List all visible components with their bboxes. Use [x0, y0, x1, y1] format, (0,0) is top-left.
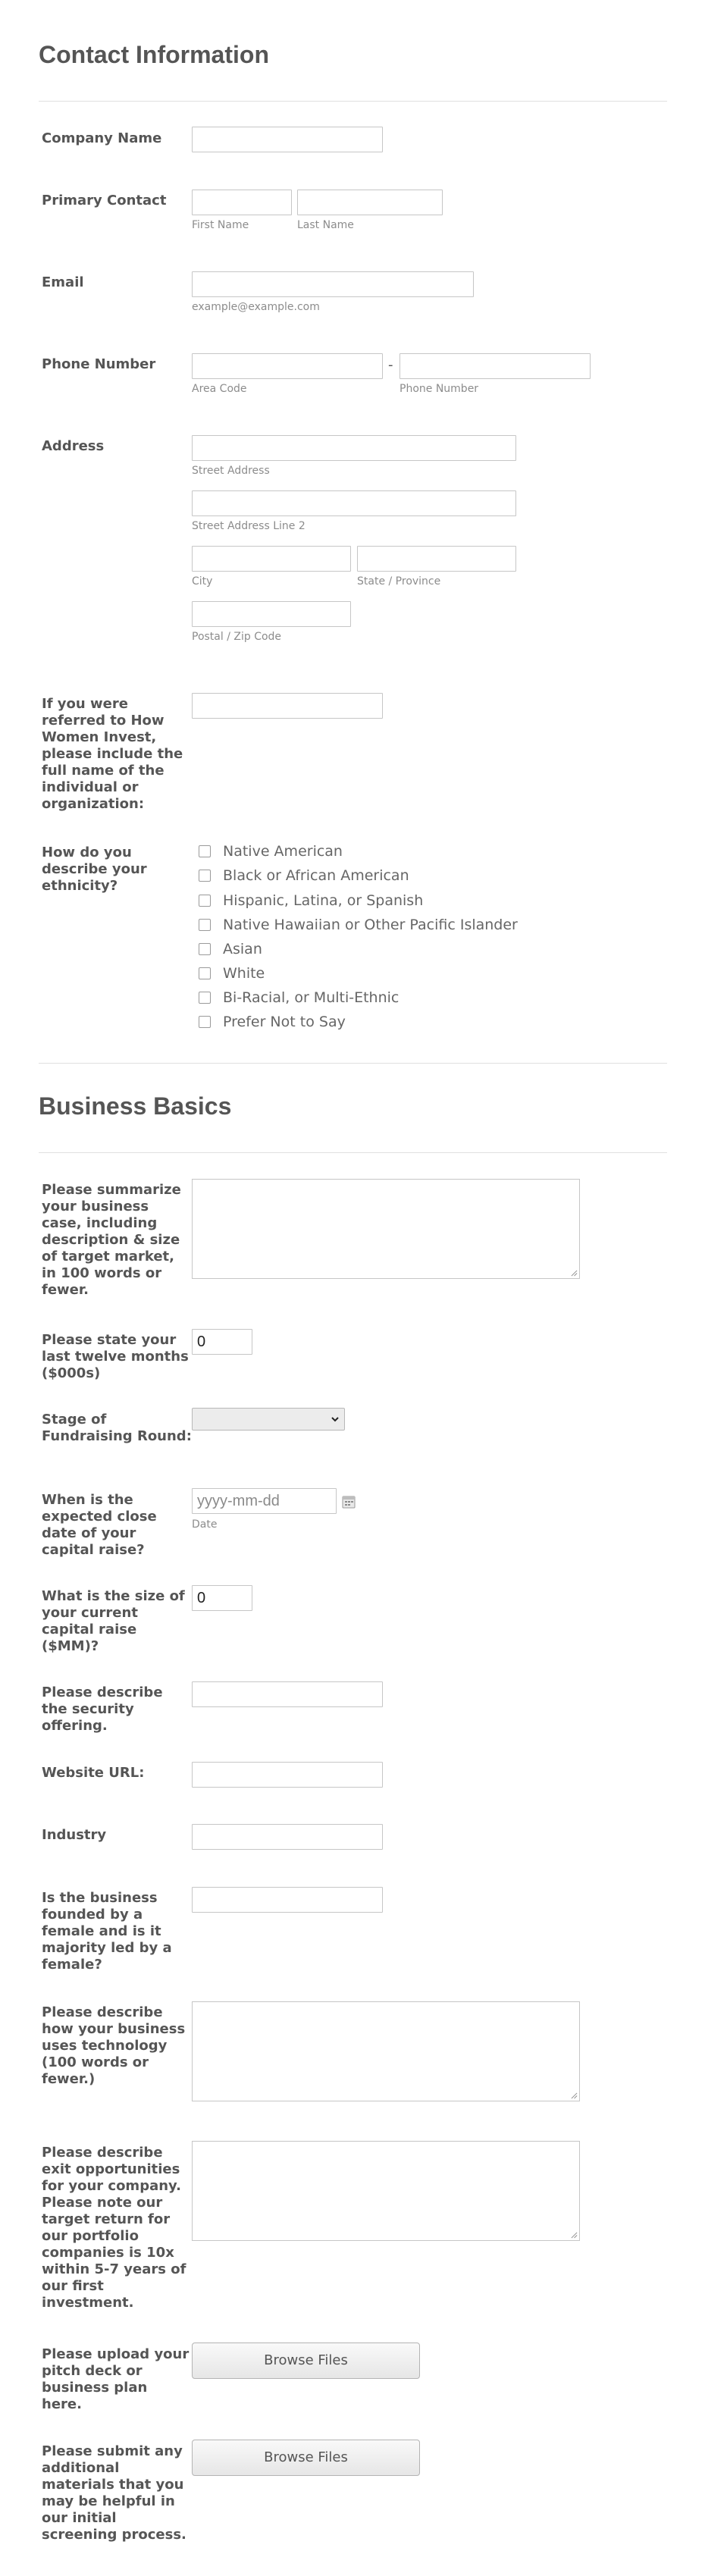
- ethnicity-option-label: Prefer Not to Say: [223, 1014, 346, 1030]
- state-input[interactable]: [357, 546, 516, 572]
- stage-label: Stage of Fundraising Round:: [42, 1412, 192, 1444]
- last-name-sublabel: Last Name: [297, 219, 354, 231]
- last-name-input[interactable]: [297, 190, 443, 215]
- primary-contact-label: Primary Contact: [42, 193, 167, 208]
- chevron-down-icon: [331, 1415, 340, 1424]
- close-date-input[interactable]: yyyy-mm-dd: [192, 1488, 337, 1514]
- ethnicity-option-label: Native Hawaiian or Other Pacific Islander: [223, 917, 518, 933]
- postal-code-input[interactable]: [192, 601, 351, 627]
- resize-grip-icon[interactable]: [571, 1270, 578, 1277]
- website-input[interactable]: [192, 1762, 383, 1788]
- business-summary-label: Please summarize your business case, including description & size of target market, in 100 words or fewer.: [42, 1182, 181, 1298]
- industry-label: Industry: [42, 1827, 107, 1843]
- phone-number-sublabel: Phone Number: [400, 383, 479, 395]
- referral-input[interactable]: [192, 693, 383, 719]
- calendar-icon[interactable]: [342, 1495, 356, 1509]
- website-label: Website URL:: [42, 1765, 145, 1781]
- state-sublabel: State / Province: [357, 575, 441, 588]
- section-title-business: Business Basics: [39, 1092, 232, 1120]
- checkbox[interactable]: [199, 845, 211, 857]
- close-date-label: When is the expected close date of your capital raise?: [42, 1492, 157, 1558]
- ethnicity-label: How do you describe your ethnicity?: [42, 845, 147, 894]
- close-date-sublabel: Date: [192, 1518, 218, 1531]
- security-input[interactable]: [192, 1681, 383, 1707]
- additional-materials-browse-button[interactable]: Browse Files: [192, 2440, 420, 2476]
- section-title-contact: Contact Information: [39, 41, 269, 68]
- checkbox[interactable]: [199, 919, 211, 931]
- additional-materials-label: Please submit any additional materials that you may be helpful in our initial screening process.: [42, 2443, 186, 2543]
- technology-label: Please describe how your business uses technology (100 words or fewer.): [42, 2004, 186, 2087]
- street-address-line2-input[interactable]: [192, 490, 516, 516]
- checkbox[interactable]: [199, 895, 211, 907]
- technology-textarea[interactable]: [192, 2001, 580, 2101]
- email-label: Email: [42, 274, 84, 290]
- phone-separator: -: [388, 357, 393, 373]
- email-input[interactable]: [192, 271, 474, 297]
- raise-size-input[interactable]: 0: [192, 1585, 252, 1611]
- area-code-input[interactable]: [192, 353, 383, 379]
- ethnicity-option-label: Black or African American: [223, 867, 409, 884]
- ethnicity-option-label: Asian: [223, 941, 262, 957]
- ethnicity-option-label: Hispanic, Latina, or Spanish: [223, 892, 424, 909]
- stage-select[interactable]: [192, 1408, 345, 1431]
- checkbox[interactable]: [199, 870, 211, 882]
- pitch-deck-browse-button[interactable]: Browse Files: [192, 2343, 420, 2379]
- raise-size-label: What is the size of your current capital raise ($MM)?: [42, 1588, 185, 1654]
- first-name-input[interactable]: [192, 190, 292, 215]
- section-divider: [39, 1152, 667, 1153]
- address-label: Address: [42, 438, 105, 454]
- industry-input[interactable]: [192, 1824, 383, 1850]
- street-address-sublabel: Street Address: [192, 465, 270, 477]
- street-address-input[interactable]: [192, 435, 516, 461]
- street-address-line2-sublabel: Street Address Line 2: [192, 520, 306, 532]
- email-sublabel: example@example.com: [192, 301, 320, 313]
- security-label: Please describe the security offering.: [42, 1684, 163, 1734]
- ltm-label: Please state your last twelve months ($000s): [42, 1332, 189, 1381]
- postal-code-sublabel: Postal / Zip Code: [192, 631, 282, 643]
- company-name-input[interactable]: [192, 127, 383, 152]
- resize-grip-icon[interactable]: [571, 2232, 578, 2239]
- checkbox[interactable]: [199, 967, 211, 979]
- company-name-label: Company Name: [42, 130, 162, 146]
- area-code-sublabel: Area Code: [192, 383, 247, 395]
- section-divider: [39, 1063, 667, 1064]
- exit-opportunities-label: Please describe exit opportunities for your company. Please note our target return for our portfolio companies is 10x within 5-7 years of our first investment.: [42, 2145, 186, 2311]
- checkbox[interactable]: [199, 1016, 211, 1028]
- female-founded-label: Is the business founded by a female and is it majority led by a female?: [42, 1890, 172, 1973]
- first-name-sublabel: First Name: [192, 219, 249, 231]
- pitch-deck-label: Please upload your pitch deck or business plan here.: [42, 2346, 190, 2412]
- checkbox[interactable]: [199, 943, 211, 955]
- ethnicity-option-label: Native American: [223, 843, 343, 860]
- checkbox[interactable]: [199, 992, 211, 1004]
- resize-grip-icon[interactable]: [571, 2092, 578, 2099]
- referral-label: If you were referred to How Women Invest, please include the full name of the individual or organization:: [42, 696, 183, 812]
- female-founded-input[interactable]: [192, 1887, 383, 1913]
- ethnicity-option-label: White: [223, 965, 265, 982]
- exit-opportunities-textarea[interactable]: [192, 2141, 580, 2241]
- city-input[interactable]: [192, 546, 351, 572]
- section-divider: [39, 101, 667, 102]
- business-summary-textarea[interactable]: [192, 1179, 580, 1279]
- city-sublabel: City: [192, 575, 213, 588]
- phone-number-label: Phone Number: [42, 356, 156, 372]
- ethnicity-option-label: Bi-Racial, or Multi-Ethnic: [223, 989, 400, 1006]
- phone-number-input[interactable]: [400, 353, 591, 379]
- ltm-input[interactable]: 0: [192, 1329, 252, 1355]
